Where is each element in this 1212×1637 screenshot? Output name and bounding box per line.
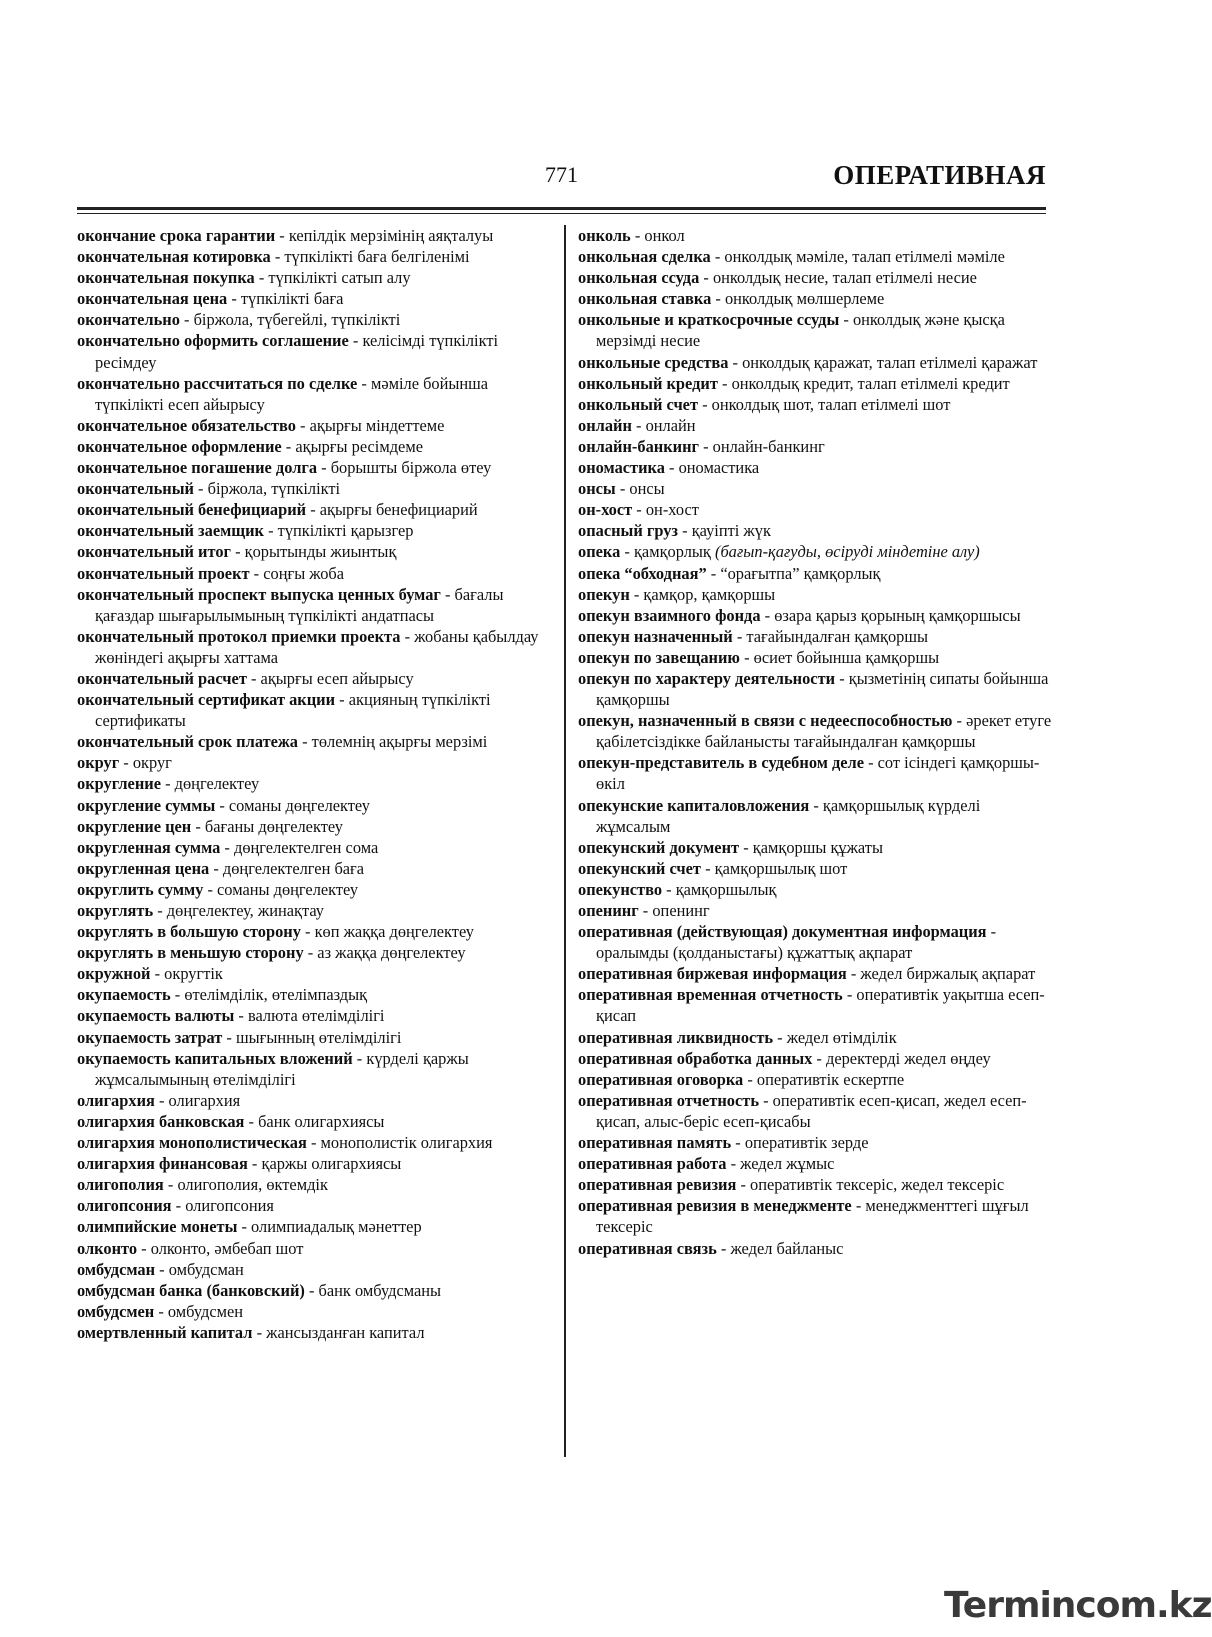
- dictionary-entry: онкольная ставка - онколдық мөлшерлеме: [578, 289, 885, 309]
- entry-term: омбудсмен: [77, 1301, 155, 1321]
- entry-definition: қамқорлық: [633, 542, 711, 562]
- entry-definition: онколдық мөлшерлеме: [724, 289, 885, 309]
- dictionary-entry: окончательный итог - қорытынды жиынтық: [77, 542, 397, 562]
- dictionary-entry: округлять в меньшую сторону - аз жаққа дөңгелектеу: [77, 943, 466, 963]
- dictionary-entry: окончательный заемщик - түпкілікті қарызгер: [77, 521, 414, 541]
- entry-term: окончательное обязательство: [77, 415, 296, 435]
- entry-term: опекун: [578, 584, 630, 604]
- entry-definition: төлемнің ақырғы мерзімі: [311, 732, 488, 752]
- dictionary-entry: округлить сумму - соманы дөңгелектеу: [77, 879, 359, 899]
- dictionary-entry: онкольные средства - онколдық қаражат, талап етілмелі қаражат: [578, 352, 1038, 372]
- entry-term: оперативная ревизия в менеджменте: [578, 1196, 852, 1216]
- entry-term: олигархия: [77, 1090, 155, 1110]
- entry-definition: ақырғы міндеттеме: [309, 415, 445, 435]
- dictionary-entry: онкольная ссуда - онколдық несие, талап етілмелі несие: [578, 268, 977, 288]
- entry-term: онсы: [578, 479, 616, 499]
- entry-definition: олимпиадалық мәнеттер: [251, 1217, 422, 1237]
- entry-term: онкольная ссуда: [578, 268, 700, 288]
- entry-definition: сот ісіндегі қамқоршы-өкіл: [596, 753, 1040, 794]
- entry-term: оперативная отчетность: [578, 1090, 759, 1110]
- dictionary-entry: окупаемость - өтелімділік, өтелімпаздық: [77, 985, 368, 1005]
- entry-term: округленная сумма: [77, 837, 221, 857]
- dictionary-entry: окупаемость капитальных вложений - күрделі қаржы жұмсалымының өтелімділігі: [77, 1048, 469, 1089]
- entry-definition: менеджменттегі шұғыл тексеріс: [596, 1196, 1029, 1237]
- entry-definition: онколдық және қысқа мерзімді несие: [596, 310, 1005, 351]
- entry-term: окончательный расчет: [77, 668, 247, 688]
- entry-definition: қамқоршылық шот: [714, 858, 848, 878]
- entry-term: омбудсман банка (банковский): [77, 1280, 305, 1300]
- entry-term: окончательный бенефициарий: [77, 500, 307, 520]
- entry-definition: ақырғы ресімдеме: [295, 436, 423, 456]
- entry-definition: тағайындалған қамқоршы: [746, 626, 928, 646]
- entry-term: оперативная (действующая) документная информация: [578, 922, 987, 942]
- entry-definition: оперативтік зерде: [744, 1133, 869, 1153]
- entry-definition: бағаны дөңгелектеу: [204, 816, 343, 836]
- entry-definition: ақырғы бенефициарий: [319, 500, 478, 520]
- entry-definition: омбудсман: [168, 1259, 244, 1279]
- entry-term: опекунский счет: [578, 858, 701, 878]
- dictionary-entry: онкольный счет - онколдық шот, талап етілмелі шот: [578, 394, 951, 414]
- entry-term: окружной: [77, 964, 151, 984]
- entry-term: олимпийские монеты: [77, 1217, 238, 1237]
- entry-term: округление: [77, 774, 161, 794]
- dictionary-entry: онлайн - онлайн: [578, 415, 696, 435]
- dictionary-entry: окончательный сертификат акции - акцияның түпкілікті сертификаты: [77, 690, 491, 731]
- entry-definition: онколдық шот, талап етілмелі шот: [711, 394, 951, 414]
- dictionary-entry: олконто - олконто, әмбебап шот: [77, 1238, 304, 1258]
- entry-definition: “орағытпа” қамқорлық: [720, 563, 881, 583]
- dictionary-entry: окружной - округтік: [77, 964, 223, 984]
- entry-definition: соманы дөңгелектеу: [217, 879, 359, 899]
- entry-definition: опенинг: [652, 901, 710, 920]
- entry-definition: ономастика: [678, 458, 760, 478]
- entry-definition: банк омбудсманы: [318, 1280, 442, 1300]
- dictionary-entry: окончательное погашение долга - борышты біржола өтеу: [77, 458, 492, 478]
- entry-term: онкольные средства: [578, 352, 729, 372]
- entry-term: опекун по характеру деятельности: [578, 668, 836, 688]
- dictionary-entry: олигопсония - олигопсония: [77, 1196, 274, 1216]
- entry-definition: онколдық кредит, талап етілмелі кредит: [731, 373, 1010, 393]
- dictionary-entry: окончательно оформить соглашение - келісімді түпкілікті ресімдеу: [77, 331, 499, 372]
- entry-definition: дөңгелектелген баға: [222, 858, 365, 878]
- entry-term: округлять: [77, 901, 154, 920]
- dictionary-entry: опасный груз - қауіпті жүк: [578, 521, 771, 541]
- entry-term: опека: [578, 542, 621, 562]
- entry-definition: жедел байланыс: [730, 1238, 844, 1258]
- entry-definition: келісімді түпкілікті ресімдеу: [95, 331, 499, 372]
- entry-definition: олигополия, өктемдік: [177, 1175, 328, 1195]
- entry-definition: біржола, түпкілікті: [207, 479, 341, 499]
- entry-term: окончательный сертификат акции: [77, 690, 336, 710]
- dictionary-entry: омертвленный капитал - жансызданған капитал: [77, 1322, 425, 1342]
- entry-definition: онкол: [644, 226, 685, 245]
- dictionary-entry: окончательный - біржола, түпкілікті: [77, 479, 341, 499]
- dictionary-entry: опекун-представитель в судебном деле - сот ісіндегі қамқоршы-өкіл: [578, 753, 1040, 794]
- entry-definition: акцияның түпкілікті сертификаты: [95, 690, 491, 731]
- entry-definition: дөңгелектелген сома: [233, 837, 379, 857]
- entry-definition: олигопсония: [185, 1196, 274, 1216]
- entry-definition: кепілдік мерзімінің аяқталуы: [288, 226, 494, 245]
- entry-term: олконто: [77, 1238, 138, 1258]
- entry-definition: бағалы қағаздар шығарылымының түпкілікті андатпасы: [95, 584, 504, 625]
- entry-definition: округтік: [164, 964, 223, 984]
- entry-term: округлять в меньшую сторону: [77, 943, 304, 963]
- dictionary-entry: оперативная обработка данных - деректерді жедел өңдеу: [578, 1048, 991, 1068]
- entry-definition: монополистік олигархия: [320, 1133, 493, 1153]
- dictionary-entry: олигархия монополистическая - монополистік олигархия: [77, 1133, 493, 1153]
- dictionary-entry: олигархия - олигархия: [77, 1090, 241, 1110]
- entry-term: округлить сумму: [77, 879, 204, 899]
- entry-term: окупаемость затрат: [77, 1027, 223, 1047]
- entry-definition: соңғы жоба: [263, 563, 345, 583]
- dictionary-entry: опекунские капиталовложения - қамқоршылық күрделі жұмсалым: [578, 795, 981, 836]
- entry-definition: қорытынды жиынтық: [244, 542, 397, 562]
- entry-definition: онколдық мәміле, талап етілмелі мәміле: [724, 247, 1005, 267]
- entry-term: окончательная котировка: [77, 247, 271, 267]
- entry-definition: түпкілікті баға белгіленімі: [284, 247, 470, 267]
- entry-term: олигархия монополистическая: [77, 1133, 307, 1153]
- dictionary-entry: опекун - қамқор, қамқоршы: [578, 584, 776, 604]
- entry-term: окончание срока гарантии: [77, 226, 276, 245]
- dictionary-entry: округленная цена - дөңгелектелген баға: [77, 858, 365, 878]
- entry-term: онкольные и краткосрочные ссуды: [578, 310, 840, 330]
- entry-definition: онсы: [629, 479, 665, 499]
- dictionary-entry: ономастика - ономастика: [578, 458, 760, 478]
- entry-term: опекунский документ: [578, 837, 740, 857]
- entry-term: округление суммы: [77, 795, 216, 815]
- dictionary-entry: омбудсмен - омбудсмен: [77, 1301, 244, 1321]
- entry-definition: шығынның өтелімділігі: [235, 1027, 402, 1047]
- dictionary-entry: опекун по характеру деятельности - қызметінің сипаты бойынша қамқоршы: [578, 668, 1049, 710]
- entry-term: окончательная покупка: [77, 268, 255, 288]
- entry-term: окончательная цена: [77, 289, 228, 309]
- header-rule-thick: [77, 207, 1046, 210]
- entry-term: омертвленный капитал: [77, 1322, 253, 1342]
- dictionary-entry: опекунство - қамқоршылық: [578, 879, 777, 899]
- entry-term: оперативная временная отчетность: [578, 985, 843, 1005]
- dictionary-entry: опенинг - опенинг: [578, 901, 710, 920]
- dictionary-entry: опекун взаимного фонда - өзара қарыз қорының қамқоршысы: [578, 605, 1021, 625]
- entry-definition: қауіпті жүк: [691, 521, 771, 541]
- entry-term: олигархия финансовая: [77, 1154, 248, 1174]
- dictionary-entry: оперативная оговорка - оперативтік ескертпе: [578, 1069, 905, 1089]
- entry-term: округленная цена: [77, 858, 210, 878]
- dictionary-entry: окончательная котировка - түпкілікті баға белгіленімі: [77, 247, 470, 267]
- entry-term: окончательный протокол приемки проекта: [77, 626, 401, 646]
- dictionary-entry: оперативная ликвидность - жедел өтімділік: [578, 1027, 897, 1047]
- entry-term: опекун назначенный: [578, 626, 733, 646]
- entry-term: опека “обходная”: [578, 563, 707, 583]
- dictionary-entry: оперативная работа - жедел жұмыс: [578, 1154, 835, 1174]
- entry-term: ономастика: [578, 458, 665, 478]
- entry-term: оперативная оговорка: [578, 1069, 744, 1089]
- entry-term: онкольный кредит: [578, 373, 718, 393]
- entry-term: онкольная сделка: [578, 247, 711, 267]
- entry-definition: соманы дөңгелектеу: [228, 795, 370, 815]
- entry-term: оперативная память: [578, 1133, 732, 1153]
- dictionary-entry: опека “обходная” - “орағытпа” қамқорлық: [578, 563, 881, 583]
- entry-term: оперативная работа: [578, 1154, 727, 1174]
- entry-term: опекун по завещанию: [578, 647, 740, 667]
- entry-definition: біржола, түбегейлі, түпкілікті: [193, 310, 401, 330]
- dictionary-entry: окончательный срок платежа - төлемнің ақырғы мерзімі: [77, 732, 488, 752]
- entry-definition: жедел жұмыс: [740, 1154, 835, 1174]
- entry-definition: қамқор, қамқоршы: [643, 584, 776, 604]
- entry-definition: онколдық қаражат, талап етілмелі қаражат: [742, 352, 1038, 372]
- entry-term: окончательный итог: [77, 542, 231, 562]
- left-column: [77, 225, 559, 1343]
- entry-definition: мәміле бойынша түпкілікті есеп айырысу: [95, 373, 489, 414]
- entry-definition: онлайн: [645, 415, 696, 435]
- entry-definition: оперативтік тексеріс, жедел тексеріс: [750, 1175, 1005, 1195]
- entry-term: окончательный заемщик: [77, 521, 264, 541]
- dictionary-entry: окончательная покупка - түпкілікті сатып алу: [77, 268, 411, 288]
- entry-term: округление цен: [77, 816, 192, 836]
- entry-term: окупаемость капитальных вложений: [77, 1048, 353, 1068]
- entry-term: онкольный счет: [578, 394, 699, 414]
- right-column: [578, 225, 1053, 1259]
- entry-definition: дөңгелектеу: [174, 774, 260, 794]
- dictionary-entry: окупаемость затрат - шығынның өтелімділігі: [77, 1027, 402, 1047]
- dictionary-entry: омбудсман банка (банковский) - банк омбудсманы: [77, 1280, 442, 1300]
- entry-definition: қаржы олигархиясы: [261, 1154, 402, 1174]
- entry-term: округ: [77, 753, 120, 773]
- dictionary-entry: онлайн-банкинг - онлайн-банкинг: [578, 436, 825, 456]
- entry-term: опекун взаимного фонда: [578, 605, 761, 625]
- dictionary-entry: оперативная (действующая) документная информация - оралымды (қолданыстағы) құжаттық ақпарат: [578, 922, 997, 963]
- entry-term: олигопсония: [77, 1196, 172, 1216]
- entry-term: опекун-представитель в судебном деле: [578, 753, 864, 773]
- entry-definition: түпкілікті баға: [240, 289, 344, 309]
- dictionary-entry: окупаемость валюты - валюта өтелімділігі: [77, 1006, 385, 1026]
- entry-term: окончательный срок платежа: [77, 732, 298, 752]
- entry-term: окончательный проспект выпуска ценных бумаг: [77, 584, 441, 604]
- entry-definition: онколдық несие, талап етілмелі несие: [712, 268, 977, 288]
- entry-definition: омбудсмен: [167, 1301, 244, 1321]
- page-number: 771: [545, 162, 578, 187]
- entry-term: опасный груз: [578, 521, 679, 541]
- entry-term: оперативная биржевая информация: [578, 964, 847, 984]
- entry-definition: оперативтік ескертпе: [756, 1069, 905, 1089]
- entry-definition: күрделі қаржы жұмсалымының өтелімділігі: [95, 1048, 469, 1089]
- entry-term: опекунство: [578, 879, 663, 899]
- dictionary-entry: оперативная временная отчетность - оперативтік уақытша есеп-қисап: [578, 985, 1045, 1026]
- entry-term: окончательно: [77, 310, 180, 330]
- entry-term: онкольная ставка: [578, 289, 712, 309]
- entry-definition: дөңгелектеу, жинақтау: [166, 901, 324, 920]
- dictionary-entry: окончательная цена - түпкілікті баға: [77, 289, 344, 309]
- dictionary-entry: оперативная связь - жедел байланыс: [578, 1238, 844, 1258]
- entry-definition: олигархия: [168, 1090, 241, 1110]
- dictionary-entry: окончательное обязательство - ақырғы міндеттеме: [77, 415, 445, 435]
- dictionary-entry: окончательно рассчитаться по сделке - мәміле бойынша түпкілікті есеп айырысу: [77, 373, 489, 414]
- entry-definition: өтелімділік, өтелімпаздық: [184, 985, 368, 1005]
- entry-definition: қамқоршы құжаты: [752, 837, 883, 857]
- entry-term: окончательное оформление: [77, 436, 282, 456]
- dictionary-entry: опекун по завещанию - өсиет бойынша қамқоршы: [578, 647, 940, 667]
- entry-term: опекунские капиталовложения: [578, 795, 810, 815]
- watermark-logo: [944, 1585, 1212, 1626]
- running-head: ОПЕРАТИВНАЯ: [833, 160, 1046, 190]
- header-rule-thin: [77, 213, 1046, 214]
- entry-definition: көп жаққа дөңгелектеу: [314, 922, 475, 942]
- entry-term: окончательно рассчитаться по сделке: [77, 373, 358, 393]
- dictionary-entry: округление суммы - соманы дөңгелектеу: [77, 795, 370, 815]
- dictionary-entry: онкольный кредит - онколдық кредит, талап етілмелі кредит: [578, 373, 1010, 393]
- dictionary-entry: округленная сумма - дөңгелектелген сома: [77, 837, 379, 857]
- entry-definition-note: (бағып-қағуды, өсіруді міндетіне алу): [714, 542, 980, 562]
- dictionary-entry: окончательно - біржола, түбегейлі, түпкілікті: [77, 310, 401, 330]
- dictionary-entry: опекун, назначенный в связи с недееспособностью - әрекет етуге қабілетсіздікке байланысты тағайындалған қамқоршы: [578, 711, 1052, 752]
- entry-term: окупаемость валюты: [77, 1006, 235, 1026]
- dictionary-entry: опекун назначенный - тағайындалған қамқоршы: [578, 626, 928, 646]
- dictionary-entry: оперативная отчетность - оперативтік есеп-қисап, жедел есеп-қисап, алыс-беріс есеп-қисабы: [578, 1090, 1027, 1131]
- entry-definition: валюта өтелімділігі: [247, 1006, 385, 1026]
- entry-term: окупаемость: [77, 985, 171, 1005]
- dictionary-entry: олигополия - олигополия, өктемдік: [77, 1175, 328, 1195]
- dictionary-entry: окончательное оформление - ақырғы ресімдеме: [77, 436, 423, 456]
- entry-definition: өсиет бойынша қамқоршы: [753, 647, 940, 667]
- dictionary-entry: онкольная сделка - онколдық мәміле, талап етілмелі мәміле: [578, 247, 1005, 267]
- dictionary-entry: окончательный расчет - ақырғы есеп айырысу: [77, 668, 414, 688]
- entry-term: олигархия банковская: [77, 1111, 245, 1131]
- entry-definition: он-хост: [645, 500, 699, 520]
- entry-term: олигополия: [77, 1175, 164, 1195]
- dictionary-entry: округление - дөңгелектеу: [77, 774, 260, 794]
- dictionary-entry: олимпийские монеты - олимпиадалық мәнеттер: [77, 1217, 422, 1237]
- entry-term: окончательный проект: [77, 563, 250, 583]
- entry-definition: аз жаққа дөңгелектеу: [317, 943, 466, 963]
- dictionary-entry: омбудсман - омбудсман: [77, 1259, 244, 1279]
- dictionary-entry: окончательный бенефициарий - ақырғы бенефициарий: [77, 500, 478, 520]
- dictionary-entry: окончание срока гарантии - кепілдік мерзімінің аяқталуы: [77, 226, 494, 245]
- dictionary-entry: округ - округ: [77, 753, 172, 773]
- entry-term: окончательно оформить соглашение: [77, 331, 349, 351]
- dictionary-entry: оперативная память - оперативтік зерде: [578, 1133, 869, 1153]
- column-divider: [564, 225, 566, 1457]
- dictionary-entry: олигархия финансовая - қаржы олигархиясы: [77, 1154, 402, 1174]
- entry-term: окончательное погашение долга: [77, 458, 318, 478]
- entry-definition: жедел биржалық ақпарат: [860, 964, 1036, 984]
- entry-definition: қамқоршылық: [675, 879, 777, 899]
- entry-definition: қызметінің сипаты бойынша қамқоршы: [596, 668, 1049, 710]
- entry-term: он-хост: [578, 500, 633, 520]
- entry-definition: онлайн-банкинг: [712, 436, 825, 456]
- entry-term: оперативная ликвидность: [578, 1027, 774, 1047]
- dictionary-entry: округлять - дөңгелектеу, жинақтау: [77, 901, 324, 920]
- entry-definition: жедел өтімділік: [786, 1027, 897, 1047]
- dictionary-entry: он-хост - он-хост: [578, 500, 699, 520]
- entry-definition: оралымды (қолданыстағы) құжаттық ақпарат: [596, 943, 913, 963]
- dictionary-entry: окончательный протокол приемки проекта - жобаны қабылдау жөніндегі ақырғы хаттама: [77, 626, 539, 667]
- entry-definition: жобаны қабылдау жөніндегі ақырғы хаттама: [95, 626, 539, 667]
- dictionary-entry: опекунский счет - қамқоршылық шот: [578, 858, 848, 878]
- entry-term: оперативная обработка данных: [578, 1048, 813, 1068]
- entry-definition: өзара қарыз қорының қамқоршысы: [774, 605, 1021, 625]
- dictionary-entry: округление цен - бағаны дөңгелектеу: [77, 816, 343, 836]
- entry-definition: борышты біржола өтеу: [330, 458, 492, 478]
- dictionary-entry: опека - қамқорлық (бағып-қағуды, өсіруді міндетіне алу): [578, 542, 980, 562]
- entry-definition: түпкілікті қарызгер: [277, 521, 414, 541]
- dictionary-entry: онколь - онкол: [578, 226, 685, 245]
- dictionary-entry: онкольные и краткосрочные ссуды - онколдық және қысқа мерзімді несие: [578, 310, 1005, 351]
- entry-definition: түпкілікті сатып алу: [268, 268, 411, 288]
- dictionary-entry: опекунский документ - қамқоршы құжаты: [578, 837, 883, 857]
- entry-term: омбудсман: [77, 1259, 156, 1279]
- entry-definition: жансызданған капитал: [266, 1322, 425, 1342]
- dictionary-entry: оперативная ревизия - оперативтік тексеріс, жедел тексеріс: [578, 1175, 1005, 1195]
- entry-term: округлять в большую сторону: [77, 922, 301, 942]
- entry-definition: деректерді жедел өңдеу: [825, 1048, 991, 1068]
- entry-definition: олконто, әмбебап шот: [150, 1238, 304, 1258]
- dictionary-entry: оперативная ревизия в менеджменте - менеджменттегі шұғыл тексеріс: [578, 1196, 1029, 1237]
- entry-definition: әрекет етуге қабілетсіздікке байланысты тағайындалған қамқоршы: [596, 711, 1052, 752]
- dictionary-entry: онсы - онсы: [578, 479, 665, 499]
- entry-term: опенинг: [578, 901, 639, 920]
- entry-term: опекун, назначенный в связи с недееспособностью: [578, 711, 953, 731]
- entry-definition: қамқоршылық күрделі жұмсалым: [596, 795, 981, 836]
- entry-term: окончательный: [77, 479, 194, 499]
- entry-term: онколь: [578, 226, 631, 245]
- dictionary-entry: олигархия банковская - банк олигархиясы: [77, 1111, 385, 1131]
- entry-term: оперативная ревизия: [578, 1175, 737, 1195]
- entry-term: онлайн-банкинг: [578, 436, 699, 456]
- dictionary-entry: оперативная биржевая информация - жедел биржалық ақпарат: [578, 964, 1036, 984]
- dictionary-entry: округлять в большую сторону - көп жаққа дөңгелектеу: [77, 922, 475, 942]
- entry-definition: оперативтік уақытша есеп-қисап: [596, 985, 1045, 1026]
- entry-term: онлайн: [578, 415, 632, 435]
- dictionary-entry: окончательный проспект выпуска ценных бумаг - бағалы қағаздар шығарылымының түпкілікті андатпасы: [77, 584, 504, 625]
- watermark-text: Termincom.kz: [944, 1585, 1212, 1626]
- entry-term: оперативная связь: [578, 1238, 717, 1258]
- entry-definition: оперативтік есеп-қисап, жедел есеп-қисап, алыс-беріс есеп-қисабы: [596, 1090, 1027, 1131]
- entry-definition: округ: [132, 753, 172, 773]
- dictionary-entry: окончательный проект - соңғы жоба: [77, 563, 345, 583]
- entry-definition: ақырғы есеп айырысу: [260, 668, 414, 688]
- entry-definition: банк олигархиясы: [258, 1111, 385, 1131]
